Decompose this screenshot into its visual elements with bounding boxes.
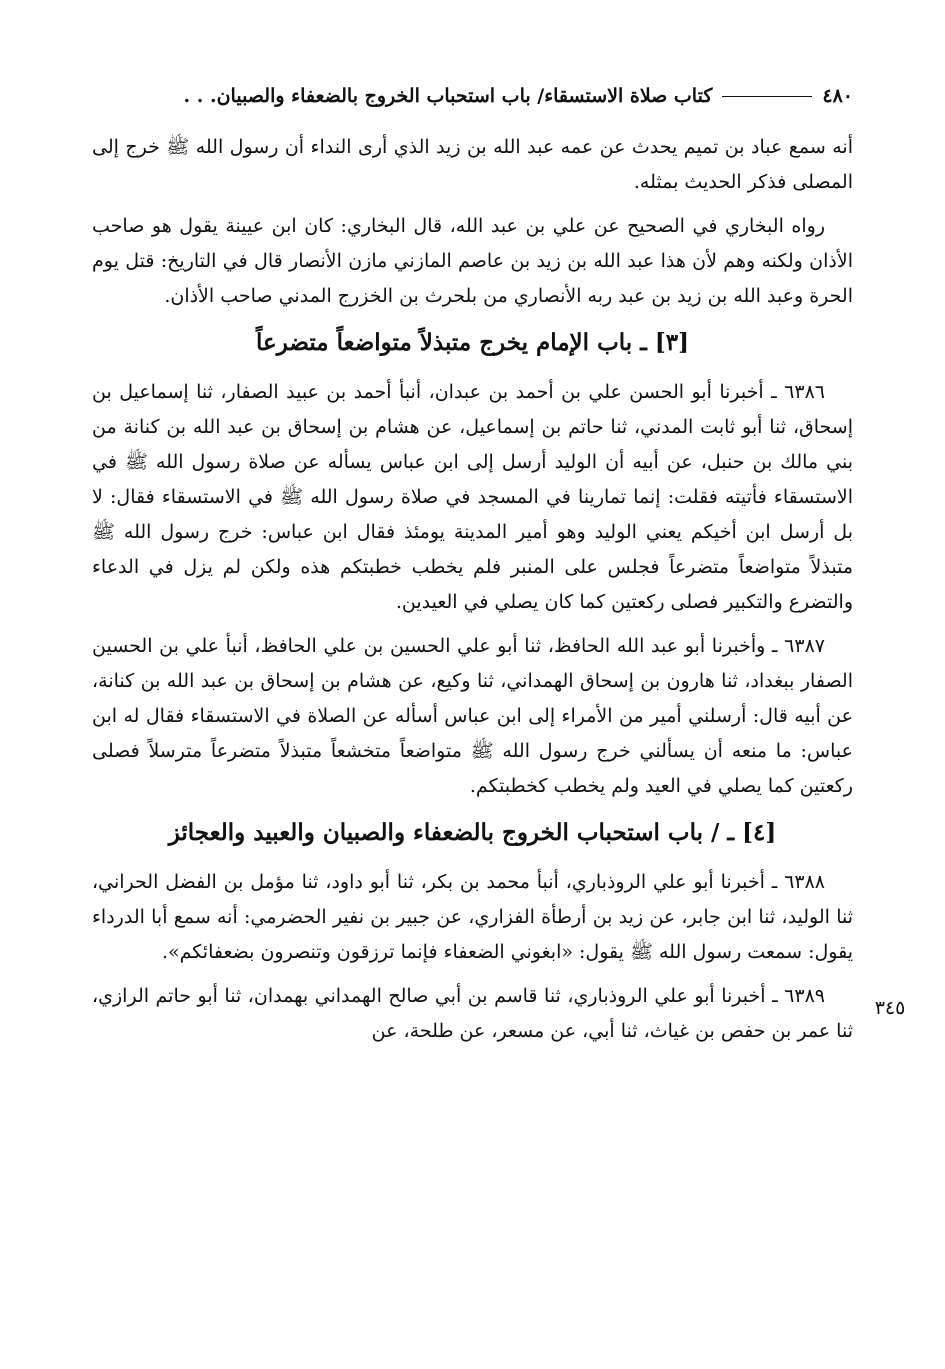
paragraph-bukhari-note: رواه البخاري في الصحيح عن علي بن عبد الله، قال البخاري: كان ابن عيينة يقول هو صاحب الأذان ولكنه وهم لأن هذا عبد الله بن زيد بن عاصم المازني مازن الأنصار قال في التاريخ: قتل يوم الحرة وعبد الله بن زيد بن عبد ربه الأنصاري من بلحرث بن الخزرج المدني صاحب الأذان. xyxy=(92,215,853,307)
running-header xyxy=(92,78,853,114)
chapter-heading-4: [٤] ـ / باب استحباب الخروج بالضعفاء والصبيان والعبيد والعجائز xyxy=(168,819,777,846)
header-rule xyxy=(722,96,812,97)
paragraph-continuation: أنه سمع عباد بن تميم يحدث عن عمه عبد الله بن زيد الذي أرى النداء أن رسول الله ﷺ خرج إلى المصلى فذكر الحديث بمثله. xyxy=(92,136,853,193)
chapter-heading-3: [٣] ـ باب الإمام يخرج متبذلاً متواضعاً متضرعاً xyxy=(255,329,690,356)
hadith-6387: ٦٣٨٧ ـ وأخبرنا أبو عبد الله الحافظ، ثنا أبو علي الحسين بن علي الحافظ، أنبأ علي بن الحسين الصفار ببغداد، ثنا هارون بن إسحاق الهمداني، ثنا وكيع، عن هشام بن إسحاق بن عبد الله بن كنانة، عن أبيه قال: أرسلني أمير من الأمراء إلى ابن عباس أسأله عن الصلاة في الاستسقاء فقال له ابن عباس: ما منعه أن يسألني خرج رسول الله ﷺ متواضعاً متخشعاً متبذلاً متضرعاً مترسلاً فصلى ركعتين كما يصلي في العيد ولم يخطب كخطبتكم. xyxy=(92,635,853,797)
hadith-6388: ٦٣٨٨ ـ أخبرنا أبو علي الروذباري، أنبأ محمد بن بكر، ثنا أبو داود، ثنا مؤمل بن الفضل الحراني، ثنا الوليد، ثنا ابن جابر، عن زيد بن أرطأة الفزاري، عن جبير بن نفير الحضرمي: أنه سمع أبا الدرداء يقول: سمعت رسول الله ﷺ يقول: «ابغوني الضعفاء فإنما ترزقون وتنصرون بضعفائكم». xyxy=(92,871,853,963)
running-title: كتاب صلاة الاستسقاء/ باب استحباب الخروج بالضعفاء والصبيان. . . xyxy=(183,85,713,107)
page-body xyxy=(92,130,853,1058)
hadith-6389: ٦٣٨٩ ـ أخبرنا أبو علي الروذباري، ثنا قاسم بن أبي صالح الهمداني بهمدان، ثنا أبو حاتم الرازي، ثنا عمر بن حفص بن غياث، ثنا أبي، عن مسعر، عن طلحة، عن xyxy=(92,985,853,1042)
page-number: ٤٨٠ xyxy=(822,85,853,107)
hadith-6386: ٦٣٨٦ ـ أخبرنا أبو الحسن علي بن أحمد بن عبدان، أنبأ أحمد بن عبيد الصفار، ثنا إسماعيل بن إسحاق، ثنا أبو ثابت المدني، ثنا حاتم بن إسماعيل، عن هشام بن إسحاق بن عبد الله بن كنانة من بني مالك بن حنبل، عن أبيه أن الوليد أرسل إلى ابن عباس يسأله عن صلاة رسول الله ﷺ في الاستسقاء فأتيته فقلت: إنما تمارينا في المسجد في صلاة رسول الله ﷺ في الاستسقاء فقال: لا بل أرسل ابن أخيكم يعني الوليد وهو أمير المدينة يومئذ فقال ابن عباس: خرج رسول الله ﷺ متبذلاً متواضعاً متضرعاً فجلس على المنبر فلم يخطب خطبتكم هذه ولكن لم يزل في الدعاء والتضرع والتكبير فصلى ركعتين كما كان يصلي في العيدين. xyxy=(92,381,853,613)
margin-page-reference: ٣٤٥ xyxy=(874,997,906,1019)
